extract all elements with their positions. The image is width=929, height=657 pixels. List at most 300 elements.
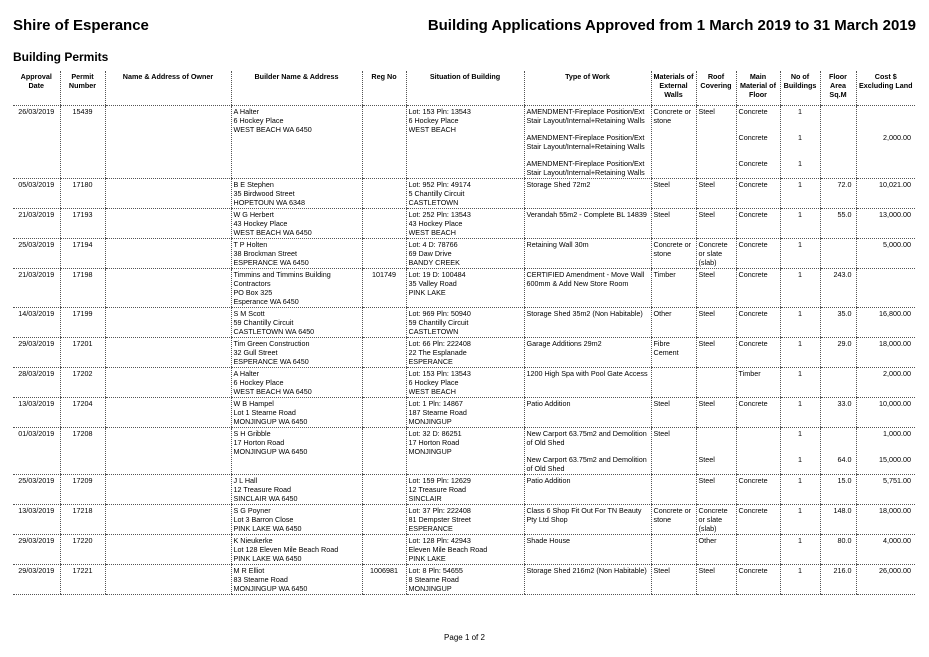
item-area [823, 429, 852, 447]
external-walls [651, 338, 696, 368]
cell-line: MONJINGUP WA 6450 [233, 447, 308, 456]
floor-area [820, 209, 856, 239]
item-buildings: 1 [798, 536, 802, 545]
no-of-buildings [780, 475, 820, 505]
external-walls [651, 179, 696, 209]
roof-covering [696, 338, 736, 368]
cost [856, 428, 915, 475]
owner [105, 269, 231, 308]
approval-date: 14/03/2019 [13, 308, 60, 338]
item-floor: Concrete [738, 270, 768, 279]
cell-line: 43 Hockey Place [233, 219, 288, 228]
item-area: 29.0 [837, 339, 852, 348]
type-of-work [524, 209, 651, 239]
cost [856, 209, 915, 239]
item-roof: Steel [698, 180, 715, 189]
builder [231, 565, 362, 595]
type-of-work [524, 398, 651, 428]
cell-line: W G Herbert [233, 210, 274, 219]
cell-line: Lot 1 Stearne Road [233, 408, 296, 417]
item-floor: Concrete [738, 506, 768, 515]
no-of-buildings [780, 106, 820, 179]
situation [406, 179, 524, 209]
item-area [823, 240, 852, 258]
approval-date: 21/03/2019 [13, 209, 60, 239]
cell-line: CASTLETOWN [408, 327, 459, 336]
item-buildings: 1 [798, 240, 802, 249]
permit-number: 17204 [60, 398, 105, 428]
item-work: AMENDMENT-Fireplace Position/Ext Stair Layout/Internal+Retaining Walls [526, 107, 645, 125]
column-header-roof-covering: Roof Covering [696, 71, 736, 106]
cell-line: 59 Chantilly Circuit [233, 318, 294, 327]
column-header-cost: Cost $ Excluding Land [856, 71, 915, 106]
table-row [13, 308, 915, 338]
cell-line: 17 Horton Road [408, 438, 460, 447]
cell-line: 43 Hockey Place [408, 219, 463, 228]
situation [406, 209, 524, 239]
cost [856, 505, 915, 535]
cell-line: Lot: 32 D: 86251 [408, 429, 462, 438]
cell-line: CASTLETOWN [408, 198, 459, 207]
item-roof: Steel [698, 270, 715, 279]
cell-line: PINK LAKE WA 6450 [233, 554, 302, 563]
item-cost: 2,000.00 [883, 133, 911, 142]
item-buildings: 1 [798, 369, 802, 378]
owner [105, 239, 231, 269]
type-of-work [524, 106, 651, 179]
builder [231, 505, 362, 535]
page-number: Page 1 of 2 [444, 633, 485, 642]
item-floor: Concrete [738, 399, 768, 408]
item-roof [699, 429, 734, 447]
external-walls [651, 308, 696, 338]
floor-area [820, 106, 856, 179]
permits-table [13, 71, 915, 595]
item-floor: Concrete [738, 566, 768, 575]
item-work: AMENDMENT-Fireplace Position/Ext Stair Layout/Internal+Retaining Walls [526, 159, 645, 177]
table-row [13, 106, 915, 179]
item-work: Shade House [526, 536, 571, 545]
cell-line: Lot: 252 Pln: 13543 [408, 210, 471, 219]
item-area [823, 133, 852, 151]
builder [231, 209, 362, 239]
item-area: 80.0 [837, 536, 852, 545]
item-floor: Timber [738, 369, 761, 378]
item-area [823, 159, 852, 177]
no-of-buildings [780, 269, 820, 308]
type-of-work [524, 308, 651, 338]
permit-number: 17202 [60, 368, 105, 398]
cell-line: Lot: 8 Pln: 54655 [408, 566, 463, 575]
report-header [13, 17, 916, 39]
item-floor: Concrete [738, 240, 768, 249]
cell-line: Lot: 952 Pln: 49174 [408, 180, 471, 189]
situation [406, 308, 524, 338]
floor-material [736, 338, 780, 368]
item-walls: Concrete or stone [653, 107, 692, 125]
type-of-work [524, 368, 651, 398]
situation [406, 398, 524, 428]
cell-line: B E Stephen [233, 180, 274, 189]
floor-material [736, 535, 780, 565]
cell-line: Lot: 37 Pln: 222408 [408, 506, 471, 515]
item-buildings: 1 [798, 210, 802, 219]
cost [856, 269, 915, 308]
no-of-buildings [780, 505, 820, 535]
roof-covering [696, 179, 736, 209]
owner [105, 565, 231, 595]
situation [406, 475, 524, 505]
column-header-permit-number: Permit Number [60, 71, 105, 106]
item-area: 33.0 [837, 399, 852, 408]
item-buildings: 1 [798, 180, 802, 189]
cost [856, 106, 915, 179]
floor-material [736, 398, 780, 428]
cost [856, 338, 915, 368]
roof-covering [696, 505, 736, 535]
cell-line: 17 Horton Road [233, 438, 285, 447]
roof-covering [696, 269, 736, 308]
item-area: 72.0 [837, 180, 852, 189]
column-header-no-of-buildings: No of Buildings [780, 71, 820, 106]
table-row [13, 209, 915, 239]
cell-line: 6 Hockey Place [408, 378, 459, 387]
reg-no [362, 179, 406, 209]
floor-area [820, 239, 856, 269]
floor-material [736, 209, 780, 239]
item-roof: Steel [698, 476, 715, 485]
item-work: Patio Addition [526, 399, 571, 408]
item-area: 15.0 [837, 476, 852, 485]
report-title: Building Applications Approved from 1 March 2019 to 31 March 2019 [427, 17, 916, 34]
floor-material [736, 308, 780, 338]
permit-number: 17180 [60, 179, 105, 209]
column-header-floor-area: Floor Area Sq.M [820, 71, 856, 106]
item-floor: Concrete [738, 133, 768, 142]
external-walls [651, 505, 696, 535]
type-of-work [524, 179, 651, 209]
situation [406, 505, 524, 535]
item-roof: Concrete or slate (slab) [698, 506, 728, 533]
item-area: 216.0 [833, 566, 852, 575]
reg-no [362, 239, 406, 269]
cell-line: A Halter [233, 107, 260, 116]
floor-material [736, 368, 780, 398]
item-work: Storage Shed 216m2 (Non Habitable) [526, 566, 647, 575]
cell-line: WEST BEACH WA 6450 [233, 125, 312, 134]
cell-line: S M Scott [233, 309, 265, 318]
table-row [13, 535, 915, 565]
item-buildings: 1 [798, 429, 802, 438]
external-walls [651, 209, 696, 239]
item-work: Retaining Wall 30m [526, 240, 589, 249]
column-header-owner: Name & Address of Owner [105, 71, 231, 106]
item-area [823, 369, 852, 387]
approval-date: 01/03/2019 [13, 428, 60, 475]
permit-number: 17193 [60, 209, 105, 239]
item-floor [739, 429, 778, 447]
reg-no [362, 338, 406, 368]
cost [856, 179, 915, 209]
cell-line: M R Elliot [233, 566, 265, 575]
item-work: AMENDMENT-Fireplace Position/Ext Stair Layout/Internal+Retaining Walls [526, 133, 645, 151]
cell-line: ESPERANCE WA 6450 [233, 357, 309, 366]
item-walls: Steel [653, 399, 670, 408]
item-cost: 26,000.00 [879, 566, 911, 575]
external-walls [651, 106, 696, 179]
item-buildings: 1 [798, 309, 802, 318]
floor-material [736, 505, 780, 535]
situation [406, 428, 524, 475]
table-row [13, 338, 915, 368]
cell-line: 81 Dempster Street [408, 515, 471, 524]
cell-line: WEST BEACH [408, 125, 456, 134]
item-walls [654, 536, 694, 554]
builder [231, 106, 362, 179]
item-cost: 5,000.00 [883, 240, 911, 249]
item-buildings: 1 [798, 455, 802, 464]
reg-no [362, 308, 406, 338]
cell-line: Lot 128 Eleven Mile Beach Road [233, 545, 339, 554]
cost [856, 368, 915, 398]
cell-line: T P Holten [233, 240, 268, 249]
approval-date: 28/03/2019 [13, 368, 60, 398]
item-cost: 16,800.00 [879, 309, 911, 318]
cell-line: S G Poyner [233, 506, 271, 515]
table-row [13, 505, 915, 535]
roof-covering [696, 398, 736, 428]
item-cost: 2,000.00 [883, 369, 911, 378]
owner [105, 338, 231, 368]
item-roof: Steel [698, 455, 715, 464]
item-walls: Fibre Cement [653, 339, 679, 357]
item-roof: Steel [698, 309, 715, 318]
owner [105, 535, 231, 565]
floor-material [736, 475, 780, 505]
cell-line: Esperance WA 6450 [233, 297, 299, 306]
roof-covering [696, 239, 736, 269]
approval-date: 21/03/2019 [13, 269, 60, 308]
permit-number: 17208 [60, 428, 105, 475]
item-walls: Other [653, 309, 672, 318]
cell-line: K Nieukerke [233, 536, 273, 545]
item-walls [654, 455, 694, 473]
builder [231, 535, 362, 565]
table-row [13, 398, 915, 428]
cell-line: Lot: 1 Pln: 14867 [408, 399, 463, 408]
permit-number: 17201 [60, 338, 105, 368]
reg-no [362, 428, 406, 475]
item-roof: Steel [698, 339, 715, 348]
approval-date: 26/03/2019 [13, 106, 60, 179]
item-roof: Other [698, 536, 717, 545]
item-floor: Concrete [738, 339, 768, 348]
item-cost: 4,000.00 [883, 536, 911, 545]
table-row [13, 179, 915, 209]
column-header-builder: Builder Name & Address [231, 71, 362, 106]
item-buildings: 1 [798, 133, 802, 142]
reg-no [362, 505, 406, 535]
floor-material [736, 565, 780, 595]
item-roof: Concrete or slate (slab) [698, 240, 728, 267]
roof-covering [696, 475, 736, 505]
situation [406, 269, 524, 308]
cell-line: MONJINGUP [408, 584, 452, 593]
item-cost [859, 270, 912, 288]
table-row [13, 428, 915, 475]
item-walls: Steel [653, 566, 670, 575]
builder [231, 475, 362, 505]
approval-date: 13/03/2019 [13, 505, 60, 535]
type-of-work [524, 475, 651, 505]
item-cost: 5,751.00 [883, 476, 911, 485]
item-floor: Concrete [738, 107, 768, 116]
no-of-buildings [780, 368, 820, 398]
cell-line: WEST BEACH [408, 387, 456, 396]
cell-line: MONJINGUP WA 6450 [233, 417, 308, 426]
table-row [13, 269, 915, 308]
cell-line: MONJINGUP [408, 447, 452, 456]
cost [856, 475, 915, 505]
floor-area [820, 398, 856, 428]
builder [231, 368, 362, 398]
type-of-work [524, 505, 651, 535]
cell-line: Lot: 66 Pln: 222408 [408, 339, 471, 348]
cell-line: SINCLAIR [408, 494, 442, 503]
floor-material [736, 239, 780, 269]
approval-date: 05/03/2019 [13, 179, 60, 209]
cell-line: 12 Treasure Road [408, 485, 467, 494]
floor-area [820, 338, 856, 368]
no-of-buildings [780, 338, 820, 368]
item-buildings: 1 [798, 506, 802, 515]
owner [105, 475, 231, 505]
external-walls [651, 269, 696, 308]
situation [406, 106, 524, 179]
cost [856, 565, 915, 595]
cell-line: 32 Gull Street [233, 348, 278, 357]
cell-line: S H Gribble [233, 429, 271, 438]
floor-area [820, 428, 856, 475]
item-roof [699, 159, 734, 177]
builder [231, 179, 362, 209]
cell-line: Tim Green Construction [233, 339, 310, 348]
builder [231, 308, 362, 338]
cell-line: 83 Stearne Road [233, 575, 288, 584]
item-buildings: 1 [798, 270, 802, 279]
cell-line: 6 Hockey Place [233, 378, 284, 387]
cell-line: Lot: 969 Pln: 50940 [408, 309, 471, 318]
roof-covering [696, 535, 736, 565]
approval-date: 29/03/2019 [13, 535, 60, 565]
permit-number: 15439 [60, 106, 105, 179]
item-work: Storage Shed 35m2 (Non Habitable) [526, 309, 643, 318]
cell-line: ESPERANCE WA 6450 [233, 258, 309, 267]
item-walls: Concrete or stone [653, 240, 692, 258]
approval-date: 13/03/2019 [13, 398, 60, 428]
item-floor [739, 536, 778, 554]
external-walls [651, 565, 696, 595]
cell-line: PINK LAKE WA 6450 [233, 524, 302, 533]
situation [406, 239, 524, 269]
owner [105, 398, 231, 428]
item-area [823, 107, 852, 125]
item-walls: Timber [653, 270, 676, 279]
owner [105, 428, 231, 475]
table-header-row [13, 71, 915, 106]
builder [231, 428, 362, 475]
item-area: 243.0 [833, 270, 852, 279]
cell-line: Lot: 4 D: 78766 [408, 240, 458, 249]
external-walls [651, 398, 696, 428]
table-body [13, 106, 915, 595]
cell-line: PO Box 325 [233, 288, 273, 297]
table-row [13, 475, 915, 505]
owner [105, 368, 231, 398]
floor-material [736, 428, 780, 475]
cell-line: CASTLETOWN WA 6450 [233, 327, 315, 336]
table-row [13, 239, 915, 269]
cell-line: 35 Valley Road [408, 279, 457, 288]
item-roof: Steel [698, 107, 715, 116]
cell-line: 35 Birdwood Street [233, 189, 295, 198]
cost [856, 398, 915, 428]
situation [406, 338, 524, 368]
floor-area [820, 368, 856, 398]
item-buildings: 1 [798, 339, 802, 348]
cell-line: 69 Daw Drive [408, 249, 452, 258]
floor-area [820, 308, 856, 338]
item-roof: Steel [698, 210, 715, 219]
column-header-floor-material: Main Material of Floor [736, 71, 780, 106]
table-row [13, 368, 915, 398]
cell-line: PINK LAKE [408, 554, 446, 563]
item-floor: Concrete [738, 180, 768, 189]
roof-covering [696, 209, 736, 239]
item-buildings: 1 [798, 107, 802, 116]
item-cost: 18,000.00 [879, 339, 911, 348]
cell-line: 59 Chantilly Circuit [408, 318, 469, 327]
floor-area [820, 475, 856, 505]
item-walls: Concrete or stone [653, 506, 692, 524]
cell-line: J L Hall [233, 476, 258, 485]
floor-material [736, 106, 780, 179]
item-walls [654, 159, 694, 177]
cell-line: BANDY CREEK [408, 258, 460, 267]
cell-line: MONJINGUP [408, 417, 452, 426]
floor-area [820, 535, 856, 565]
permit-number: 17194 [60, 239, 105, 269]
no-of-buildings [780, 535, 820, 565]
type-of-work [524, 535, 651, 565]
item-buildings: 1 [798, 159, 802, 168]
permit-number: 17199 [60, 308, 105, 338]
item-floor: Concrete [738, 476, 768, 485]
reg-no [362, 368, 406, 398]
cost [856, 535, 915, 565]
item-walls [654, 133, 694, 151]
type-of-work [524, 269, 651, 308]
cell-line: 6 Hockey Place [408, 116, 459, 125]
roof-covering [696, 368, 736, 398]
cell-line: SINCLAIR WA 6450 [233, 494, 298, 503]
item-work: Garage Additions 29m2 [526, 339, 602, 348]
owner [105, 209, 231, 239]
cell-line: ESPERANCE [408, 524, 453, 533]
cell-line: WEST BEACH [408, 228, 456, 237]
cell-line: PINK LAKE [408, 288, 446, 297]
item-buildings: 1 [798, 566, 802, 575]
